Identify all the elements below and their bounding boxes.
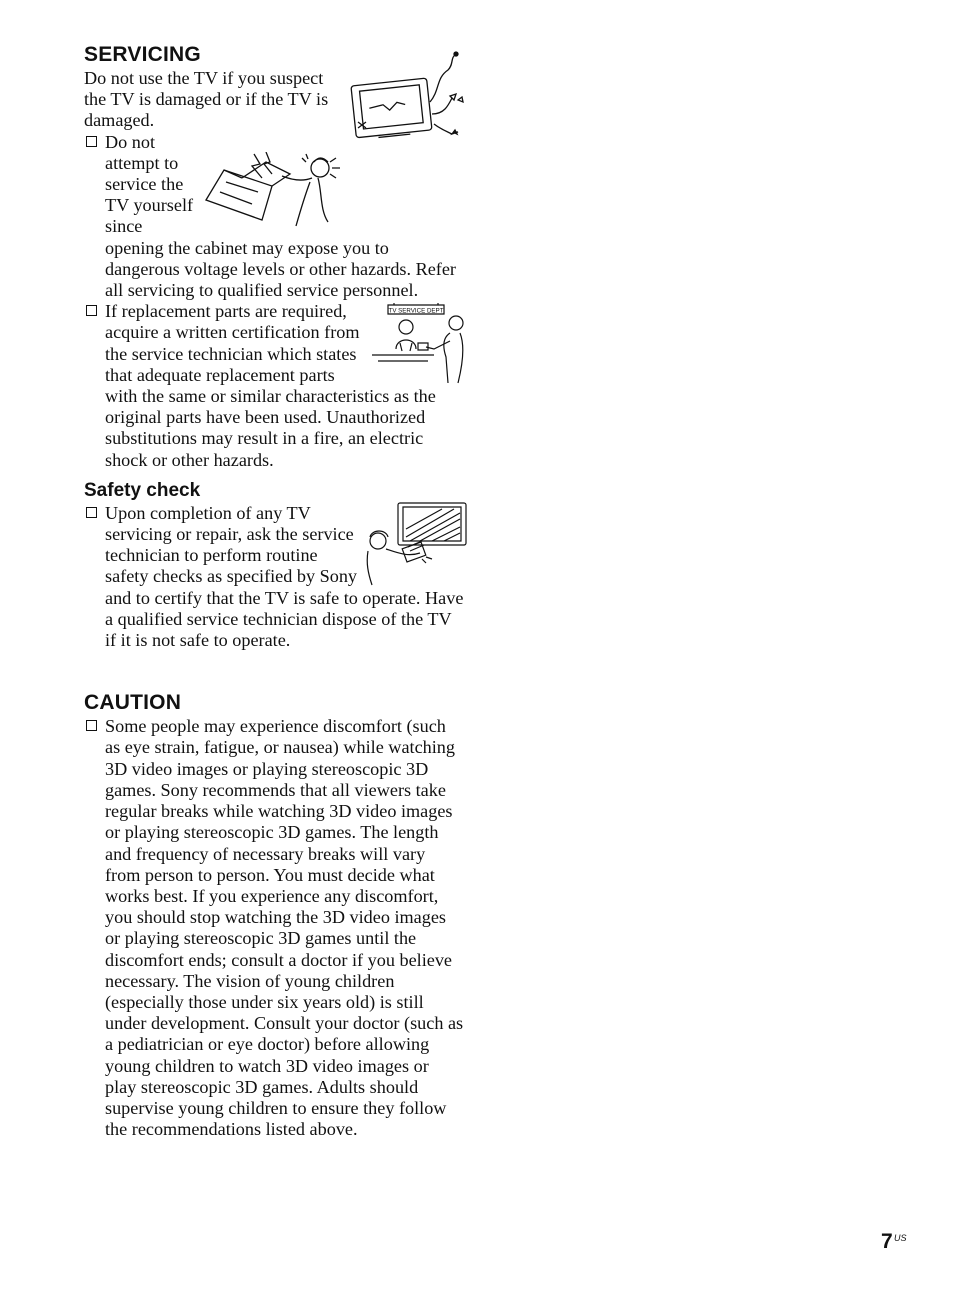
damaged-tv-illustration <box>344 48 468 140</box>
servicing-item-1 <box>84 132 464 302</box>
servicing-item-1-text: Do not attempt to service the TV yourself since opening the cabinet may expose you to dangerous voltage levels or other hazards. Refer all servicing to qualified service personnel. <box>105 131 456 301</box>
checkbox-icon <box>86 305 97 316</box>
page-number: 7 <box>881 1230 893 1253</box>
content-column <box>84 42 464 1140</box>
caution-item-1 <box>84 716 464 1140</box>
safety-check-item-1 <box>84 503 464 651</box>
servicing-intro: Do not use the TV if you suspect the TV is damaged or if the TV is damaged. <box>84 68 329 131</box>
servicing-item-2 <box>84 301 464 471</box>
checkbox-icon <box>86 720 97 731</box>
opening-cabinet-illustration <box>202 152 342 228</box>
sign-label: TV SERVICE DEPT <box>388 307 444 315</box>
caution-heading: CAUTION <box>84 691 182 715</box>
technician-tv-illustration <box>364 501 468 587</box>
safety-check-item-1-text: Upon completion of any TV servicing or repair, ask the service technician to perform routine safety checks as specified by Sony and to certify that the TV is safe to operate. Have a qualified service technician dispose of the TV if it is not safe to operate. <box>105 502 464 651</box>
checkbox-icon <box>86 136 97 147</box>
checkbox-icon <box>86 507 97 518</box>
service-dept-illustration <box>372 303 468 385</box>
servicing-heading: SERVICING <box>84 43 201 66</box>
servicing-item-2-text: If replacement parts are required, acquire a written certification from the service technician which states that adequate replacement parts with the same or similar characteristics as the original parts have been used. Unauthorized substitutions may result in a fire, an electric shock or other hazards. <box>105 301 436 470</box>
page-region-suffix: US <box>894 1233 907 1243</box>
caution-item-1-text: Some people may experience discomfort (such as eye strain, fatigue, or nausea) while watching 3D video images or playing stereoscopic 3D games. Sony recommends that all viewers take regular breaks while watching 3D video images or playing stereoscopic 3D games. The length and frequency of necessary breaks will vary from person to person. You must decide what works best. If you experience any discomfort, you should stop watching the 3D video images or playing stereoscopic 3D games until the discomfort ends; consult a doctor if you believe necessary. The vision of young children (especially those under six years old) is still under development. Consult your doctor (such as a pediatrician or eye doctor) before allowing young children to watch 3D video images or play stereoscopic 3D games. Adults should supervise young children to ensure they follow the recommendations listed above. <box>105 716 464 1140</box>
safety-check-heading: Safety check <box>84 479 201 501</box>
